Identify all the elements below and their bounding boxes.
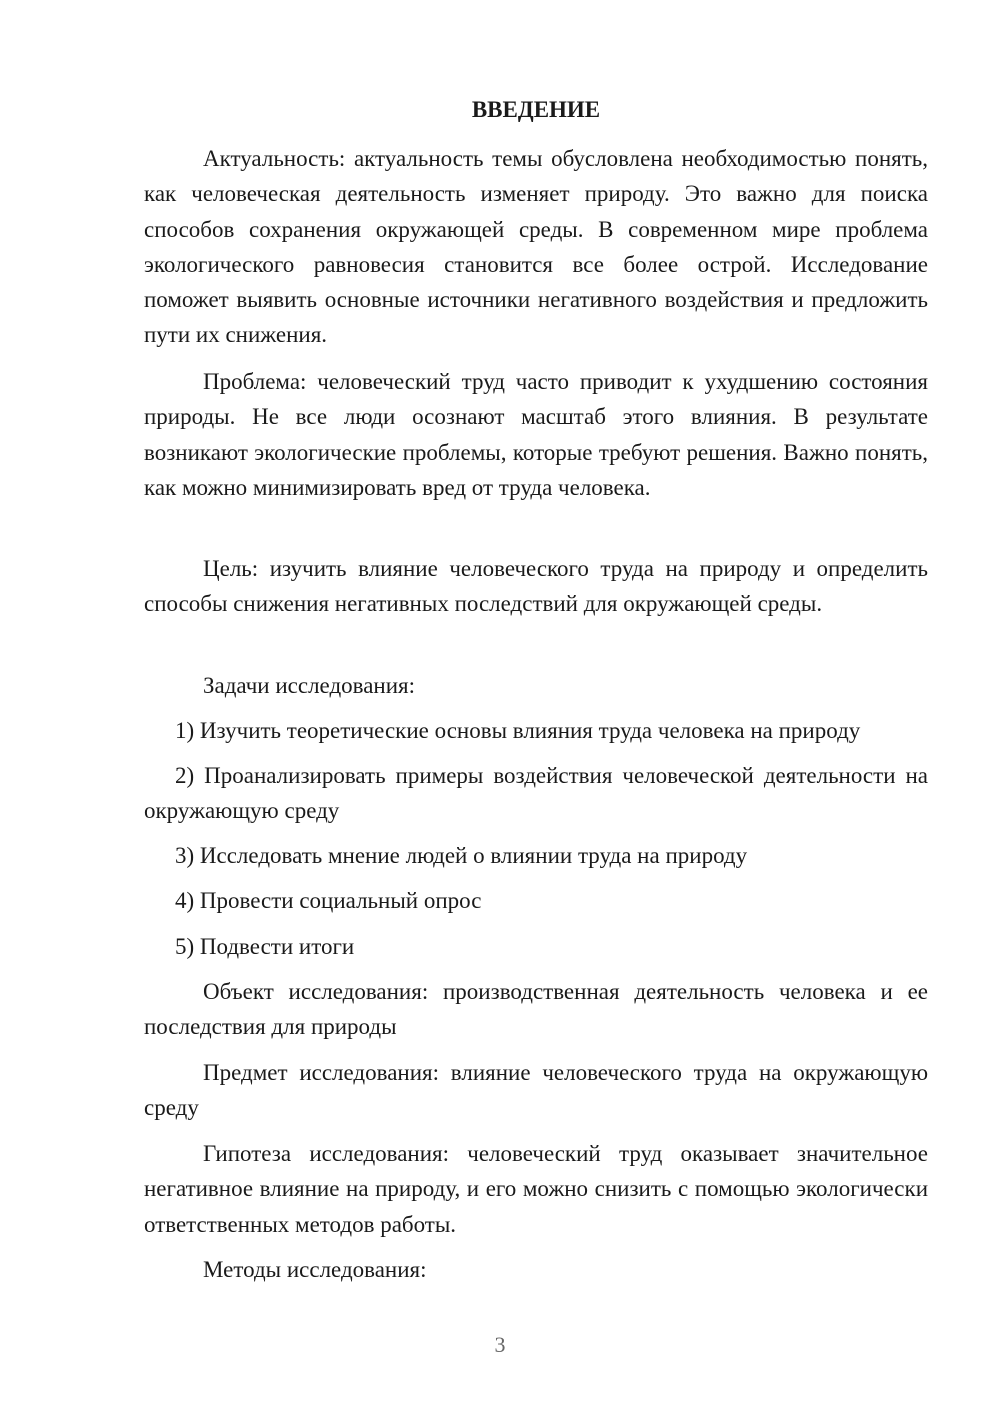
page-title: ВВЕДЕНИЕ — [471, 97, 601, 122]
paragraph-relevance: Актуальность: актуальность темы обусловлена необходимостью понять, как человеческая деятельность изменяет природу. Это важно для поиска способов сохранения окружающей среды. В современном мире проблема экологического равновесия становится все более острой. Исследование поможет выявить основные источники негативного воздействия и предложить пути их снижения. — [144, 146, 928, 348]
task-item-4: 4) Провести социальный опрос — [175, 888, 482, 913]
paragraph-hypothesis: Гипотеза исследования: человеческий труд оказывает значительное негативное влияние на природу, и его можно снизить с помощью экологически ответственных методов работы. — [144, 1141, 928, 1237]
task-item-1: 1) Изучить теоретические основы влияния труда человека на природу — [175, 718, 861, 743]
methods-heading: Методы исследования: — [203, 1257, 427, 1282]
paragraph-goal: Цель: изучить влияние человеческого труда на природу и определить способы снижения негативных последствий для окружающей среды. — [144, 556, 928, 617]
page-number: 3 — [494, 1332, 506, 1357]
task-item-2: 2) Проанализировать примеры воздействия человеческой деятельности на окружающую среду — [144, 763, 928, 824]
task-item-3: 3) Исследовать мнение людей о влиянии труда на природу — [175, 843, 748, 868]
paragraph-object: Объект исследования: производственная деятельность человека и ее последствия для природы — [144, 979, 928, 1040]
paragraph-problem: Проблема: человеческий труд часто приводит к ухудшению состояния природы. Не все люди осознают масштаб этого влияния. В результате возникают экологические проблемы, которые требуют решения. Важно понять, как можно минимизировать вред от труда человека. — [144, 369, 928, 500]
paragraph-subject: Предмет исследования: влияние человеческого труда на окружающую среду — [144, 1060, 928, 1121]
task-item-5: 5) Подвести итоги — [175, 934, 355, 959]
tasks-heading: Задачи исследования: — [203, 673, 416, 698]
